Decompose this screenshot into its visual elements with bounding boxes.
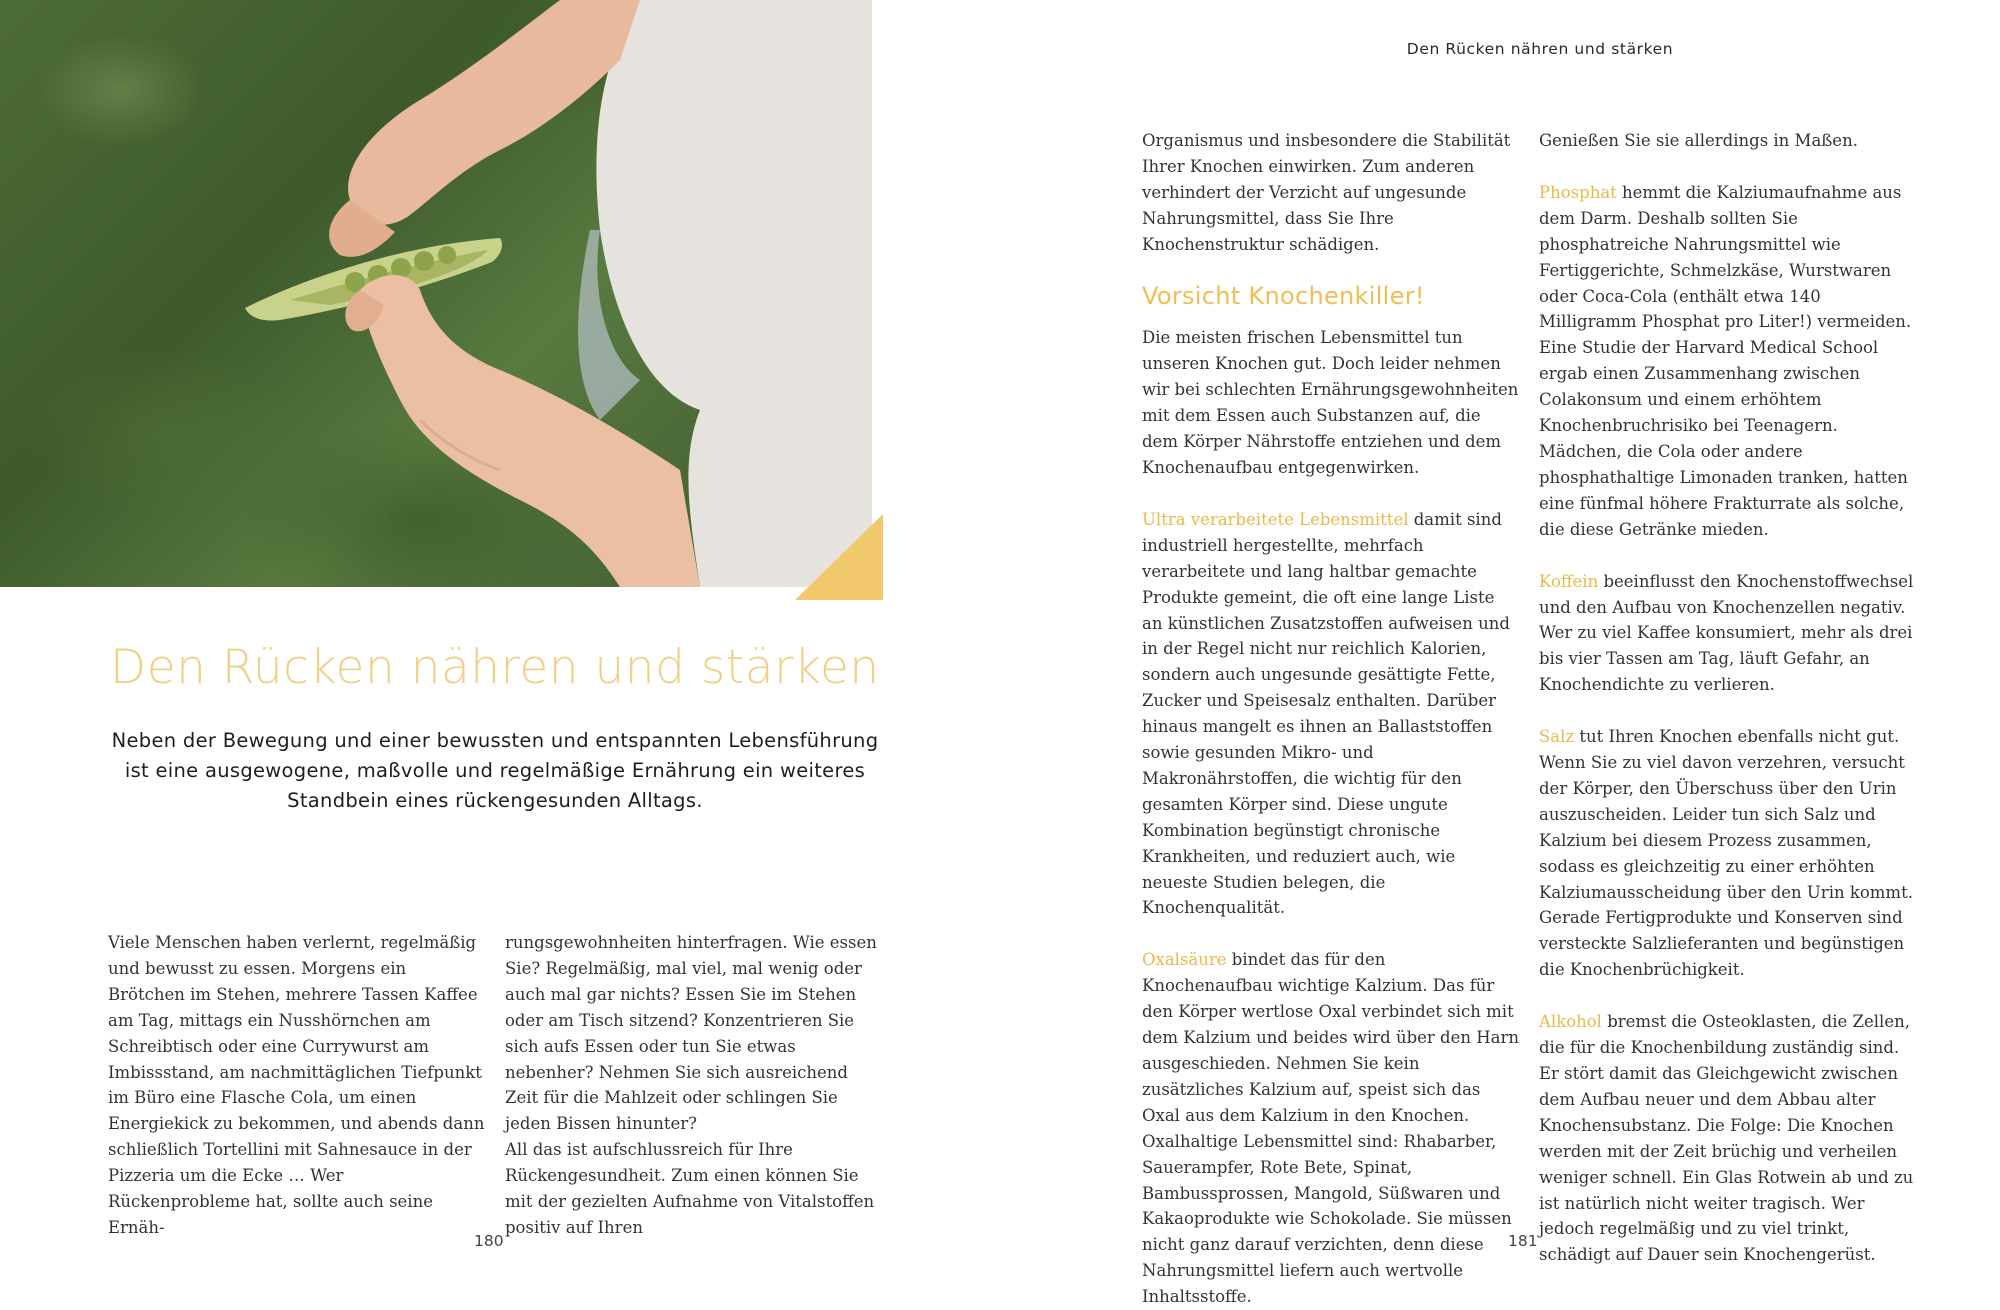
right-page	[1000, 0, 2000, 1308]
page-number-left: 180	[474, 1232, 504, 1250]
body-paragraph: Organismus und insbesondere die Stabilität Ihrer Knochen einwirken. Zum anderen verhindert der Verzicht auf ungesunde Nahrungsmittel, dass Sie Ihre Knochenstruktur schädigen.	[1142, 131, 1511, 254]
body-paragraph: Alkohol bremst die Osteoklasten, die Zellen, die für die Knochenbildung zuständig sind. Er stört damit das Gleichgewicht zwischen dem Aufbau neuer und dem Abbau alter Knochensubstanz. Die Folge: Die Knochen werden mit der Zeit brüchig und verheilen weniger schnell. Ein Glas Rotwein ab und zu ist natürlich nicht weiter tragisch. Wer jedoch regelmäßig und zu viel trinkt, schädigt auf Dauer sein Knochengerüst.	[1539, 1012, 1914, 1265]
body-paragraph: Oxalsäure bindet das für den Knochenaufbau wichtige Kalzium. Das für den Körper wertlose Oxal verbindet sich mit dem Kalzium und beides wird über den Harn ausgeschieden. Nehmen Sie kein zusätzliches Kalzium auf, speist sich das Oxal aus dem Kalzium in den Knochen. Oxalhaltige Lebensmittel sind: Rhabarber, Sauerampfer, Rote Bete, Spinat, Bambussprossen, Mangold, Süßwaren und Kakaoprodukte wie Schokolade. Sie müssen nicht ganz darauf verzichten, denn diese Nahrungsmittel liefern auch wertvolle Inhaltsstoffe.	[1142, 950, 1519, 1307]
highlight-term: Salz	[1539, 727, 1575, 747]
pea-pod-illustration	[0, 0, 872, 587]
body-paragraph: Die meisten frischen Lebensmittel tun unseren Knochen gut. Doch leider nehmen wir bei schlechten Ernährungsgewohnheiten mit dem Essen auch Substanzen auf, die dem Körper Nährstoffe entziehen und dem Knochenaufbau entgegenwirken.	[1142, 328, 1519, 477]
photo-hands-holding-pea-pod	[0, 0, 872, 587]
highlight-term: Phosphat	[1539, 182, 1617, 202]
right-column-2	[1539, 128, 1917, 1268]
page-number-right: 181	[1508, 1232, 1538, 1250]
right-column-1	[1142, 128, 1520, 1310]
running-head: Den Rücken nähren und stärken	[1406, 40, 1674, 58]
body-paragraph: rungsgewohnheiten hinterfragen. Wie essen Sie? Regelmäßig, mal viel, mal wenig oder auch mal gar nichts? Essen Sie im Stehen oder am Tisch sitzend? Konzentrieren Sie sich aufs Essen oder tun Sie etwas nebenher? Nehmen Sie sich ausreichend Zeit für die Mahlzeit oder schlingen Sie jeden Bissen hinunter?	[505, 933, 877, 1134]
body-paragraph: Koffein beeinflusst den Knochenstoffwechsel und den Aufbau von Knochenzellen negativ. Wer zu viel Kaffee konsumiert, mehr als drei bis vier Tassen am Tag, läuft Gefahr, an Knochendichte zu verlieren.	[1539, 571, 1914, 695]
intro-paragraph: Neben der Bewegung und einer bewussten und entspannten Lebensführung ist eine ausgewogene, maßvolle und regelmäßige Ernährung ein weiteres Standbein eines rückengesunden Alltags.	[111, 729, 879, 812]
highlight-term: Ultra verarbeitete Lebensmittel	[1142, 509, 1409, 529]
chapter-title: Den Rücken nähren und stärken	[110, 640, 880, 695]
accent-triangle	[795, 514, 883, 600]
highlight-term: Alkohol	[1539, 1012, 1602, 1032]
left-page	[0, 0, 1000, 1308]
body-paragraph: Ultra verarbeitete Lebensmittel damit sind industriell hergestellte, mehrfach verarbeitete und lang haltbar gemachte Produkte gemeint, die oft eine lange Liste an künstlichen Zusatzstoffen aufweisen und in der Regel nicht nur reichlich Kalorien, sondern auch ungesunde gesättigte Fette, Zucker und Speisesalz enthalten. Darüber hinaus mangelt es ihnen an Ballaststoffen sowie gesunden Mikro- und Makronährstoffen, die wichtig für den gesamten Körper sind. Diese ungute Kombination begünstigt chronische Krankheiten, und reduziert auch, wie neueste Studien belegen, die Knochenqualität.	[1142, 509, 1510, 918]
body-paragraph: Phosphat hemmt die Kalziumaufnahme aus dem Darm. Deshalb sollten Sie phosphatreiche Nahrungsmittel wie Fertiggerichte, Schmelzkäse, Wurstwaren oder Coca-Cola (enthält etwa 140 Milligramm Phosphat pro Liter!) vermeiden. Eine Studie der Harvard Medical School ergab einen Zusammenhang zwischen Colakonsum und einem erhöhtem Knochenbruchrisiko bei Teenagern. Mädchen, die Cola oder andere phosphathaltige Limonaden tranken, hatten eine fünfmal höhere Frakturrate als solche, die diese Getränke mieden.	[1539, 182, 1912, 539]
left-column-2	[505, 930, 877, 1241]
body-paragraph: All das ist aufschlussreich für Ihre Rückengesundheit. Zum einen können Sie mit der gezielten Aufnahme von Vitalstoffen positiv auf Ihren	[505, 1140, 875, 1237]
body-paragraph: Viele Menschen haben verlernt, regelmäßig und bewusst zu essen. Morgens ein Brötchen im Stehen, mehrere Tassen Kaffee am Tag, mittags ein Nusshörnchen am Schreibtisch oder eine Currywurst am Imbissstand, am nachmittäglichen Tiefpunkt im Büro eine Flasche Cola, um einen Energiekick zu bekommen, und abends dann schließlich Tortellini mit Sahnesauce in der Pizzeria um die Ecke … Wer Rückenprobleme hat, sollte auch seine Ernäh-	[108, 933, 485, 1237]
body-paragraph: Genießen Sie sie allerdings in Maßen.	[1539, 131, 1858, 150]
body-paragraph: Salz tut Ihren Knochen ebenfalls nicht gut. Wenn Sie zu viel davon verzehren, versucht der Körper, den Überschuss über den Urin auszuscheiden. Leider tun sich Salz und Kalzium bei diesem Prozess zusammen, sodass es gleichzeitig zu einer erhöhten Kalziumausscheidung über den Urin kommt. Gerade Fertigprodukte und Konserven sind versteckte Salzlieferanten und begünstigen die Knochenbrüchigkeit.	[1539, 727, 1913, 980]
left-column-1	[108, 930, 488, 1241]
highlight-term: Koffein	[1539, 571, 1599, 591]
section-heading: Vorsicht Knochenkiller!	[1142, 281, 1425, 310]
highlight-term: Oxalsäure	[1142, 950, 1227, 970]
